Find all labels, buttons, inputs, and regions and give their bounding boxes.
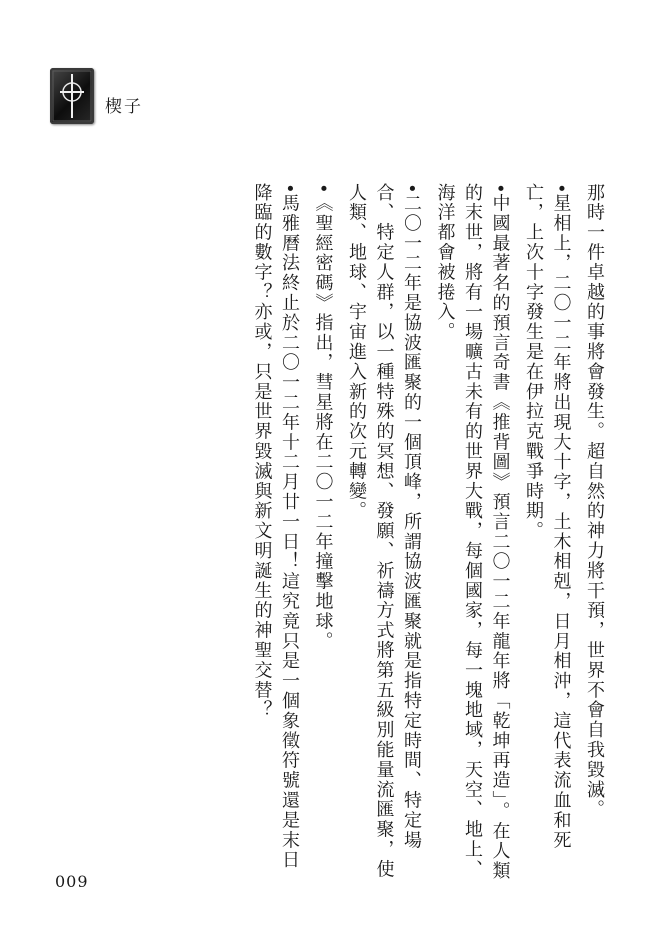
page-number: 009 [55,872,89,891]
bullet-icon: • [312,183,334,194]
bullet-icon: • [401,183,422,194]
bullet-icon: • [489,183,511,194]
chapter-header [50,68,200,128]
intro-paragraph: 那時一件卓越的事將會發生。超自然的神力將干預，世界不會自我毀滅。 [584,183,605,820]
list-item [309,183,337,883]
cross-book-icon [50,68,94,124]
list-item [520,183,575,883]
chapter-title: 楔子 [105,97,143,117]
body-text [242,183,608,883]
list-item-text: 馬雅曆法終止於二〇一二年十二月廿一日！這究竟只是一個象徵符號還是末日降臨的數字？亦或，只是世界毀滅與新文明誕生的神聖交替？ [251,183,300,871]
list-item-text: 《聖經密碼》指出，彗星將在二〇一二年撞擊地球。 [312,193,334,652]
list-item [343,183,426,883]
list-item-text: 二〇一二年是協波匯聚的一個頂峰，所謂協波匯聚就是指特定時間、特定場合、特定人群，以一種特殊的冥想、發願、祈禱方式將第五級別能量流匯聚，使人類、地球、宇宙進入新的次元轉變。 [346,183,422,880]
list-item [431,183,514,883]
list-item-text: 星相上，二〇一二年將出現大十字，土木相剋，日月相沖，這代表流血和死亡，上次十字發生是在伊拉克戰爭時期。 [523,183,572,851]
list-item-text: 中國最著名的預言奇書《推背圖》預言二〇一二年龍年將「乾坤再造」。在人類的末世，將有一場曠古未有的世界大戰，每個國家，每一塊地域，天空、地上、海洋都會被捲入。 [434,183,511,882]
list-item [248,183,303,883]
bullet-icon: • [279,183,300,194]
bullet-icon: • [550,183,572,194]
